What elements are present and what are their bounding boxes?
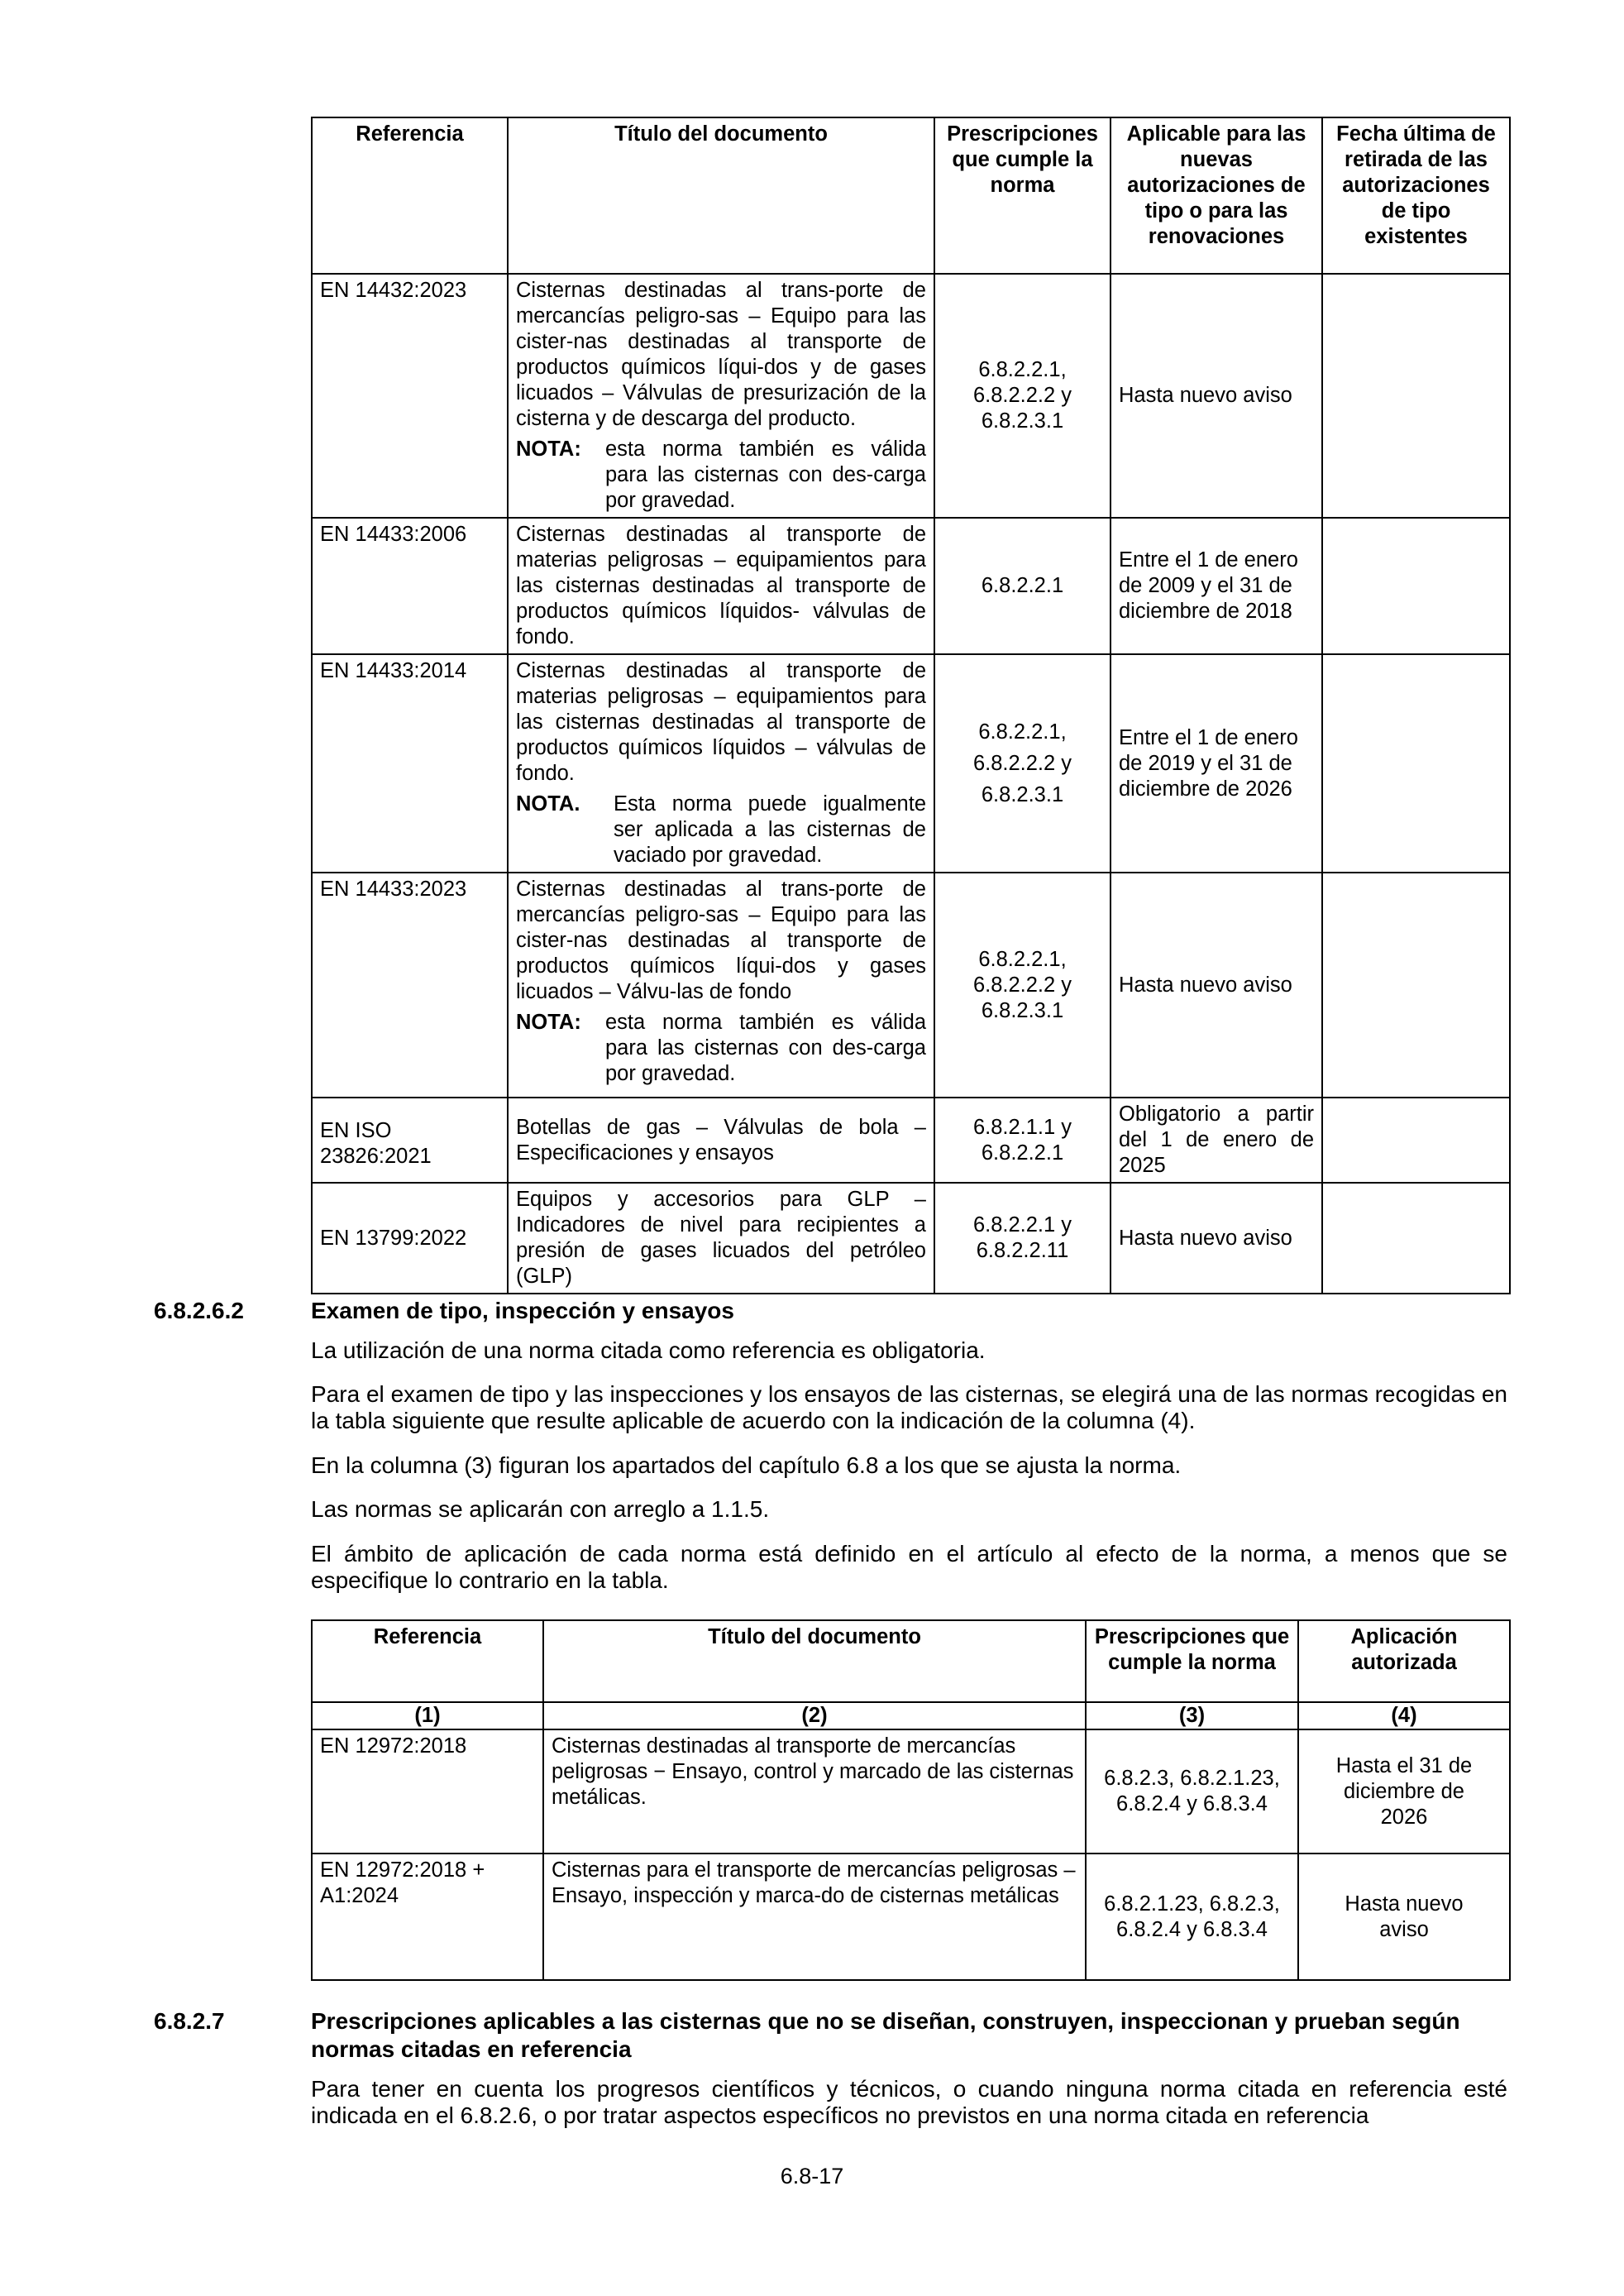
column-header: Prescripciones que cumple la norma: [934, 117, 1111, 274]
table-row: [312, 1098, 1510, 1183]
column-header: Título del documento: [508, 117, 934, 274]
title-cell: Equipos y accesorios para GLP – Indicadores de nivel para recipientes a presión de gases licuados del petróleo (GLP): [508, 1183, 934, 1294]
column-number: (1): [312, 1702, 543, 1729]
column-header: Referencia: [312, 117, 508, 274]
paragraph: La utilización de una norma citada como referencia es obligatoria.: [311, 1337, 986, 1363]
paragraph: Para tener en cuenta los progresos científicos y técnicos, o cuando ninguna norma citada en referencia esté indicada en el 6.8.2.6, o por tratar aspectos específicos no previstos en una norma citada en referencia: [311, 2076, 1507, 2128]
title-cell: [508, 654, 934, 873]
applicable-cell: Hasta nuevo aviso: [1111, 873, 1322, 1098]
section-title: Examen de tipo, inspección y ensayos: [311, 1298, 734, 1323]
reference-cell: EN 14433:2014: [312, 654, 508, 873]
title-text: Cisternas destinadas al transporte de materias peligrosas – equipamientos para las cisternas destinadas al transporte de productos químicos líquidos – válvulas de fondo.: [516, 659, 926, 785]
page-number: 6.8-17: [780, 2164, 844, 2188]
note: [516, 792, 926, 868]
authorized-application-cell: Hasta nuevo aviso: [1298, 1854, 1510, 1980]
withdrawal-date-cell: [1322, 1098, 1510, 1183]
table-row: [312, 274, 1510, 518]
applicable-cell: Obligatorio a partir del 1 de enero de 2025: [1111, 1098, 1322, 1183]
prescriptions-cell: 6.8.2.2.1, 6.8.2.2.2 y 6.8.2.3.1: [934, 654, 1111, 873]
prescriptions-cell: 6.8.2.2.1, 6.8.2.2.2 y 6.8.2.3.1: [934, 873, 1111, 1098]
table-row: [312, 654, 1510, 873]
section-title: Prescripciones aplicables a las cisternas que no se diseñan, construyen, inspeccionan y prueban según normas citadas en referencia: [311, 2008, 1460, 2062]
applicable-cell: Hasta nuevo aviso: [1111, 1183, 1322, 1294]
table-row: [312, 1729, 1510, 1854]
table-header-row: [312, 1620, 1510, 1702]
title-cell: [508, 873, 934, 1098]
title-cell: [508, 274, 934, 518]
applicable-cell: Entre el 1 de enero de 2009 y el 31 de diciembre de 2018: [1111, 518, 1322, 654]
table-row: [312, 518, 1510, 654]
title-cell: Cisternas destinadas al transporte de materias peligrosas – equipamientos para las cisternas destinadas al transporte de productos químicos líquidos- válvulas de fondo.: [508, 518, 934, 654]
paragraph: El ámbito de aplicación de cada norma está definido en el artículo al efecto de la norma, a menos que se especifique lo contrario en la tabla.: [311, 1541, 1507, 1593]
withdrawal-date-cell: [1322, 654, 1510, 873]
column-header: Aplicación autorizada: [1298, 1620, 1510, 1702]
column-header: Aplicable para las nuevas autorizaciones de tipo o para las renovaciones: [1111, 117, 1322, 274]
standards-table-1: [311, 117, 1511, 1294]
section-number: 6.8.2.7: [154, 2008, 225, 2034]
table-row: [312, 873, 1510, 1098]
paragraph: Para el examen de tipo y las inspecciones y los ensayos de las cisternas, se elegirá una de las normas recogidas en la tabla siguiente que resulte aplicable de acuerdo con la indicación de la columna (4).: [311, 1381, 1507, 1433]
prescriptions-cell: 6.8.2.2.1: [934, 518, 1111, 654]
reference-cell: EN 13799:2022: [312, 1183, 508, 1294]
column-header: Título del documento: [543, 1620, 1086, 1702]
withdrawal-date-cell: [1322, 274, 1510, 518]
column-header: Referencia: [312, 1620, 543, 1702]
column-header: Fecha última de retirada de las autorizaciones de tipo existentes: [1322, 117, 1510, 274]
prescriptions-cell: 6.8.2.1.23, 6.8.2.3, 6.8.2.4 y 6.8.3.4: [1086, 1854, 1298, 1980]
reference-cell: EN 14432:2023: [312, 274, 508, 518]
note-label: NOTA:: [516, 1011, 581, 1034]
column-number: (4): [1298, 1702, 1510, 1729]
prescriptions-cell: 6.8.2.2.1 y 6.8.2.2.11: [934, 1183, 1111, 1294]
reference-cell: EN 12972:2018: [312, 1729, 543, 1854]
title-cell: Cisternas destinadas al transporte de mercancías peligrosas − Ensayo, control y marcado de las cisternas metálicas.: [543, 1729, 1086, 1854]
note: [516, 1010, 926, 1087]
table-header-row: [312, 117, 1510, 274]
column-header: Prescripciones que cumple la norma: [1086, 1620, 1298, 1702]
column-number: (3): [1086, 1702, 1298, 1729]
authorized-application-cell: Hasta el 31 de diciembre de 2026: [1298, 1729, 1510, 1854]
title-cell: Botellas de gas – Válvulas de bola – Especificaciones y ensayos: [508, 1098, 934, 1183]
column-number: (2): [543, 1702, 1086, 1729]
withdrawal-date-cell: [1322, 1183, 1510, 1294]
standards-table-2: [311, 1619, 1511, 1981]
note-text: esta norma también es válida para las cisternas con des-carga por gravedad.: [605, 438, 926, 512]
note-label: NOTA:: [516, 438, 581, 461]
withdrawal-date-cell: [1322, 518, 1510, 654]
title-cell: Cisternas para el transporte de mercancías peligrosas – Ensayo, inspección y marca-do de cisternas metálicas: [543, 1854, 1086, 1980]
note-text: Esta norma puede igualmente ser aplicada a las cisternas de vaciado por gravedad.: [614, 792, 926, 867]
table-row: [312, 1183, 1510, 1294]
note: [516, 437, 926, 514]
applicable-cell: Entre el 1 de enero de 2019 y el 31 de diciembre de 2026: [1111, 654, 1322, 873]
reference-cell: EN ISO 23826:2021: [312, 1098, 508, 1183]
note-label: NOTA.: [516, 792, 580, 816]
paragraph: En la columna (3) figuran los apartados del capítulo 6.8 a los que se ajusta la norma.: [311, 1452, 1182, 1478]
prescriptions-cell: 6.8.2.1.1 y 6.8.2.2.1: [934, 1098, 1111, 1183]
paragraph: Las normas se aplicarán con arreglo a 1.1.5.: [311, 1496, 770, 1522]
reference-cell: EN 14433:2023: [312, 873, 508, 1098]
section-number: 6.8.2.6.2: [154, 1298, 244, 1323]
withdrawal-date-cell: [1322, 873, 1510, 1098]
title-text: Cisternas destinadas al trans-porte de mercancías peligro-sas – Equipo para las cister-nas destinadas al transporte de productos químicos líqui-dos y gases licuados – Válvu-las de fondo: [516, 878, 926, 1003]
note-text: esta norma también es válida para las cisternas con des-carga por gravedad.: [605, 1011, 926, 1085]
prescriptions-cell: 6.8.2.3, 6.8.2.1.23, 6.8.2.4 y 6.8.3.4: [1086, 1729, 1298, 1854]
title-text: Cisternas destinadas al trans-porte de mercancías peligro-sas – Equipo para las cister-nas destinadas al transporte de productos químicos líqui-dos y de gases licuados – Válvulas de presurización de la cisterna y de descarga del producto.: [516, 279, 926, 430]
reference-cell: EN 12972:2018 + A1:2024: [312, 1854, 543, 1980]
column-number-row: [312, 1702, 1510, 1729]
applicable-cell: Hasta nuevo aviso: [1111, 274, 1322, 518]
reference-cell: EN 14433:2006: [312, 518, 508, 654]
prescriptions-cell: 6.8.2.2.1, 6.8.2.2.2 y 6.8.2.3.1: [934, 274, 1111, 518]
table-row: [312, 1854, 1510, 1980]
